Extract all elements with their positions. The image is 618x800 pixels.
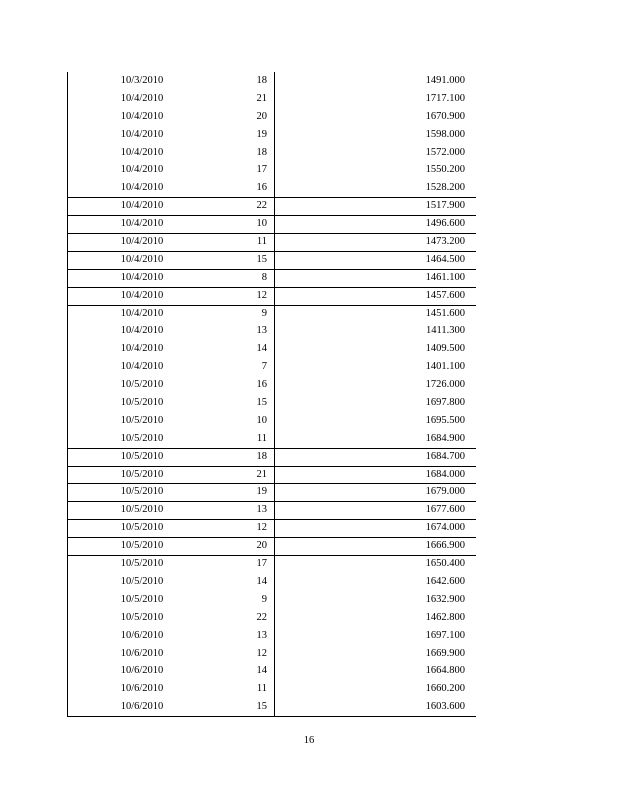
table-row bbox=[68, 537, 476, 555]
table-row bbox=[68, 376, 476, 394]
table-row bbox=[68, 466, 476, 484]
table-row bbox=[68, 215, 476, 233]
hour-cell: 9 bbox=[261, 593, 267, 605]
table-row bbox=[68, 519, 476, 537]
table-row bbox=[68, 430, 476, 448]
date-cell: 10/5/2010 bbox=[120, 432, 164, 444]
date-cell: 10/5/2010 bbox=[120, 397, 164, 409]
hour-cell: 20 bbox=[256, 540, 267, 552]
hour-cell: 11 bbox=[256, 236, 267, 248]
value-cell: 1697.100 bbox=[425, 629, 465, 641]
date-cell: 10/6/2010 bbox=[120, 629, 164, 641]
table-row bbox=[68, 322, 476, 340]
value-cell: 1401.100 bbox=[425, 361, 465, 373]
hour-cell: 22 bbox=[256, 611, 267, 623]
hour-cell: 16 bbox=[256, 182, 267, 194]
date-cell: 10/4/2010 bbox=[120, 200, 164, 212]
hour-cell: 14 bbox=[256, 343, 267, 355]
table-row bbox=[68, 305, 476, 323]
table-row bbox=[68, 108, 476, 126]
table-row bbox=[68, 358, 476, 376]
value-cell: 1684.900 bbox=[425, 432, 465, 444]
table-row bbox=[68, 251, 476, 269]
table-row bbox=[68, 340, 476, 358]
table-row bbox=[68, 197, 476, 215]
table-row bbox=[68, 161, 476, 179]
page-number: 16 bbox=[303, 735, 315, 746]
value-cell: 1473.200 bbox=[425, 236, 465, 248]
value-cell: 1697.800 bbox=[425, 397, 465, 409]
table-row bbox=[68, 126, 476, 144]
value-cell: 1674.000 bbox=[425, 522, 465, 534]
date-cell: 10/5/2010 bbox=[120, 379, 164, 391]
hour-cell: 13 bbox=[256, 504, 267, 516]
date-cell: 10/6/2010 bbox=[120, 683, 164, 695]
date-cell: 10/4/2010 bbox=[120, 361, 164, 373]
data-table bbox=[67, 72, 476, 717]
table-row bbox=[68, 680, 476, 698]
table-row bbox=[68, 662, 476, 680]
date-cell: 10/4/2010 bbox=[120, 236, 164, 248]
value-cell: 1461.100 bbox=[425, 271, 465, 283]
hour-cell: 14 bbox=[256, 575, 267, 587]
value-cell: 1684.700 bbox=[425, 450, 465, 462]
date-cell: 10/5/2010 bbox=[120, 522, 164, 534]
hour-cell: 13 bbox=[256, 629, 267, 641]
table-row bbox=[68, 179, 476, 197]
value-cell: 1670.900 bbox=[425, 110, 465, 122]
value-cell: 1603.600 bbox=[425, 701, 465, 713]
date-cell: 10/5/2010 bbox=[120, 468, 164, 480]
value-cell: 1695.500 bbox=[425, 414, 465, 426]
date-cell: 10/4/2010 bbox=[120, 289, 164, 301]
hour-cell: 15 bbox=[256, 397, 267, 409]
hour-cell: 14 bbox=[256, 665, 267, 677]
date-cell: 10/5/2010 bbox=[120, 486, 164, 498]
value-cell: 1528.200 bbox=[425, 182, 465, 194]
value-cell: 1632.900 bbox=[425, 593, 465, 605]
date-cell: 10/4/2010 bbox=[120, 343, 164, 355]
value-cell: 1677.600 bbox=[425, 504, 465, 516]
table-row bbox=[68, 287, 476, 305]
table-row bbox=[68, 698, 476, 716]
table-row bbox=[68, 645, 476, 663]
value-cell: 1451.600 bbox=[425, 307, 465, 319]
date-cell: 10/4/2010 bbox=[120, 128, 164, 140]
value-cell: 1491.000 bbox=[425, 75, 465, 86]
hour-cell: 15 bbox=[256, 701, 267, 713]
date-cell: 10/4/2010 bbox=[120, 146, 164, 158]
column-divider bbox=[274, 72, 275, 717]
date-cell: 10/5/2010 bbox=[120, 540, 164, 552]
hour-cell: 12 bbox=[256, 289, 267, 301]
value-cell: 1464.500 bbox=[425, 253, 465, 265]
value-cell: 1462.800 bbox=[425, 611, 465, 623]
hour-cell: 16 bbox=[256, 379, 267, 391]
hour-cell: 20 bbox=[256, 110, 267, 122]
date-cell: 10/5/2010 bbox=[120, 611, 164, 623]
hour-cell: 18 bbox=[256, 75, 267, 86]
date-cell: 10/4/2010 bbox=[120, 110, 164, 122]
date-cell: 10/4/2010 bbox=[120, 307, 164, 319]
table-row bbox=[68, 609, 476, 627]
table-row bbox=[68, 144, 476, 162]
table-row bbox=[68, 90, 476, 108]
date-cell: 10/5/2010 bbox=[120, 593, 164, 605]
table-row bbox=[68, 233, 476, 251]
value-cell: 1572.000 bbox=[425, 146, 465, 158]
hour-cell: 17 bbox=[256, 558, 267, 570]
hour-cell: 11 bbox=[256, 683, 267, 695]
date-cell: 10/6/2010 bbox=[120, 647, 164, 659]
hour-cell: 15 bbox=[256, 253, 267, 265]
date-cell: 10/5/2010 bbox=[120, 575, 164, 587]
date-cell: 10/5/2010 bbox=[120, 558, 164, 570]
value-cell: 1496.600 bbox=[425, 218, 465, 230]
hour-cell: 10 bbox=[256, 414, 267, 426]
date-cell: 10/4/2010 bbox=[120, 164, 164, 176]
date-cell: 10/6/2010 bbox=[120, 701, 164, 713]
hour-cell: 9 bbox=[261, 307, 267, 319]
hour-cell: 17 bbox=[256, 164, 267, 176]
table-row bbox=[68, 448, 476, 466]
date-cell: 10/4/2010 bbox=[120, 271, 164, 283]
value-cell: 1517.900 bbox=[425, 200, 465, 212]
date-cell: 10/5/2010 bbox=[120, 414, 164, 426]
hour-cell: 8 bbox=[261, 271, 267, 283]
hour-cell: 10 bbox=[256, 218, 267, 230]
value-cell: 1457.600 bbox=[425, 289, 465, 301]
table-row bbox=[68, 412, 476, 430]
hour-cell: 19 bbox=[256, 128, 267, 140]
date-cell: 10/4/2010 bbox=[120, 182, 164, 194]
table-row bbox=[68, 483, 476, 501]
table-row bbox=[68, 627, 476, 645]
value-cell: 1411.300 bbox=[426, 325, 465, 337]
date-cell: 10/5/2010 bbox=[120, 504, 164, 516]
value-cell: 1660.200 bbox=[425, 683, 465, 695]
hour-cell: 11 bbox=[256, 432, 267, 444]
value-cell: 1726.000 bbox=[425, 379, 465, 391]
value-cell: 1409.500 bbox=[425, 343, 465, 355]
value-cell: 1684.000 bbox=[425, 468, 465, 480]
hour-cell: 12 bbox=[256, 522, 267, 534]
table-row bbox=[68, 573, 476, 591]
hour-cell: 21 bbox=[256, 468, 267, 480]
table-row bbox=[68, 591, 476, 609]
date-cell: 10/6/2010 bbox=[120, 665, 164, 677]
hour-cell: 22 bbox=[256, 200, 267, 212]
value-cell: 1669.900 bbox=[425, 647, 465, 659]
date-cell: 10/4/2010 bbox=[120, 253, 164, 265]
date-cell: 10/4/2010 bbox=[120, 218, 164, 230]
date-cell: 10/4/2010 bbox=[120, 325, 164, 337]
value-cell: 1717.100 bbox=[425, 92, 465, 104]
hour-cell: 21 bbox=[256, 92, 267, 104]
date-cell: 10/4/2010 bbox=[120, 92, 164, 104]
date-cell: 10/3/2010 bbox=[120, 75, 164, 86]
table-row bbox=[68, 501, 476, 519]
hour-cell: 12 bbox=[256, 647, 267, 659]
hour-cell: 13 bbox=[256, 325, 267, 337]
table-row bbox=[68, 394, 476, 412]
table-row bbox=[68, 555, 476, 573]
table-row bbox=[68, 72, 476, 90]
value-cell: 1642.600 bbox=[425, 575, 465, 587]
hour-cell: 18 bbox=[256, 146, 267, 158]
value-cell: 1664.800 bbox=[425, 665, 465, 677]
hour-cell: 7 bbox=[261, 361, 267, 373]
date-cell: 10/5/2010 bbox=[120, 450, 164, 462]
value-cell: 1598.000 bbox=[425, 128, 465, 140]
value-cell: 1650.400 bbox=[425, 558, 465, 570]
value-cell: 1550.200 bbox=[425, 164, 465, 176]
table-row bbox=[68, 269, 476, 287]
value-cell: 1666.900 bbox=[425, 540, 465, 552]
hour-cell: 18 bbox=[256, 450, 267, 462]
hour-cell: 19 bbox=[256, 486, 267, 498]
value-cell: 1679.000 bbox=[425, 486, 465, 498]
